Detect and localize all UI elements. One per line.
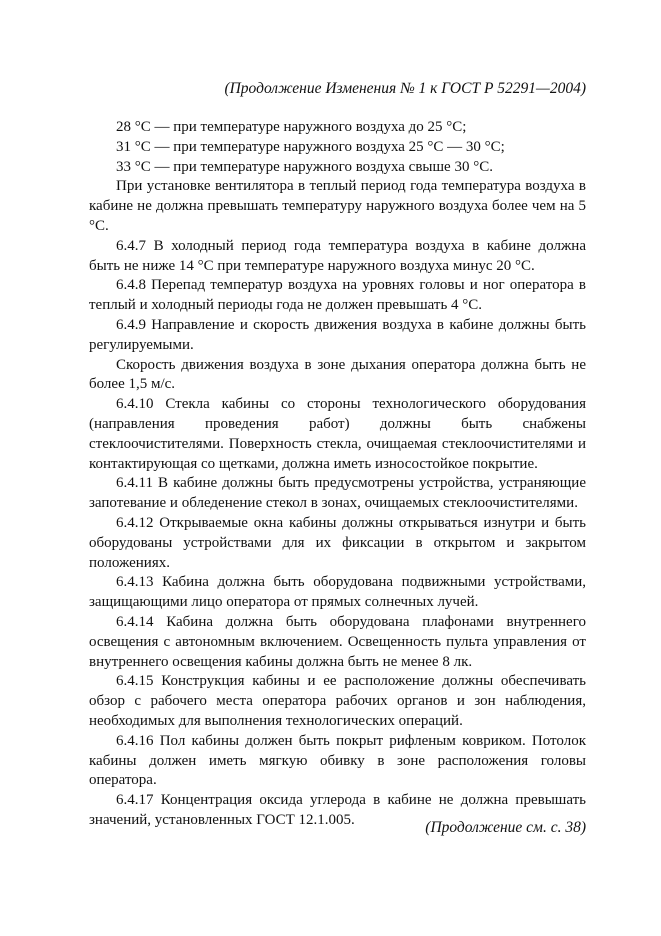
paragraph-temp-28: 28 °С — при температуре наружного воздуха до 25 °С;: [116, 119, 467, 135]
paragraph-6-4-17: 6.4.17 Концентрация оксида углерода в кабине не должна превышать значений, установленных ГОСТ 12.1.005.: [89, 792, 586, 828]
paragraph-6-4-7: 6.4.7 В холодный период года температура воздуха в кабине должна быть не ниже 14 °С при температуре наружного воздуха минус 20 °С.: [89, 237, 586, 274]
paragraph-6-4-9: 6.4.9 Направление и скорость движения воздуха в кабине должны быть регулируемыми.: [89, 316, 586, 353]
paragraph-temp-33: 33 °С — при температуре наружного воздуха свыше 30 °С.: [116, 158, 493, 175]
paragraph-6-4-16: 6.4.16 Пол кабины должен быть покрыт рифленым ковриком. Потолок кабины должен иметь мягкую обивку в зоне расположения головы оператора.: [89, 732, 586, 789]
paragraph-fan-warm-period: При установке вентилятора в теплый период года температура воздуха в кабине не должна превышать температуру наружного воздуха более чем на 5 °С.: [89, 178, 586, 234]
paragraph-6-4-15: 6.4.15 Конструкция кабины и ее расположение должны обеспечивать обзор с рабочего места оператора рабочих органов и зон наблюдения, необходимых для выполнения технологических операций.: [89, 673, 586, 729]
paragraph-6-4-13: 6.4.13 Кабина должна быть оборудована подвижными устройствами, защищающими лицо оператора от прямых солнечных лучей.: [89, 574, 586, 611]
paragraph-6-4-14: 6.4.14 Кабина должна быть оборудована плафонами внутреннего освещения с автономным включением. Освещенность пульта управления от внутреннего освещения кабины должна быть не менее 8 лк.: [89, 613, 586, 670]
paragraph-6-4-12: 6.4.12 Открываемые окна кабины должны открываться изнутри и быть оборудованы устройствами для их фиксации в открытом и закрытом положениях.: [89, 514, 586, 571]
paragraph-air-speed: Скорость движения воздуха в зоне дыхания оператора должна быть не более 1,5 м/с.: [89, 356, 586, 393]
paragraph-6-4-11: 6.4.11 В кабине должны быть предусмотрены устройства, устраняющие запотевание и обледенение стекол в зонах, очищаемых стеклоочистителями.: [89, 475, 586, 512]
document-body: [89, 118, 586, 831]
page-footer-continuation: (Продолжение см. с. 38): [425, 819, 586, 836]
paragraph-6-4-10: 6.4.10 Стекла кабины со стороны технологического оборудования (направления проведения работ) должны быть снабжены стеклоочистителями. Поверхность стекла, очищаемая стеклоочистителями и контактирующая со щетками, должна иметь износостойкое покрытие.: [89, 396, 586, 472]
page-header-continuation: (Продолжение Изменения № 1 к ГОСТ Р 52291—2004): [224, 80, 586, 97]
paragraph-temp-31: 31 °С — при температуре наружного воздуха 25 °С — 30 °С;: [116, 138, 505, 155]
paragraph-6-4-8: 6.4.8 Перепад температур воздуха на уровнях головы и ног оператора в теплый и холодный периоды года не должен превышать 4 °С.: [89, 277, 586, 314]
